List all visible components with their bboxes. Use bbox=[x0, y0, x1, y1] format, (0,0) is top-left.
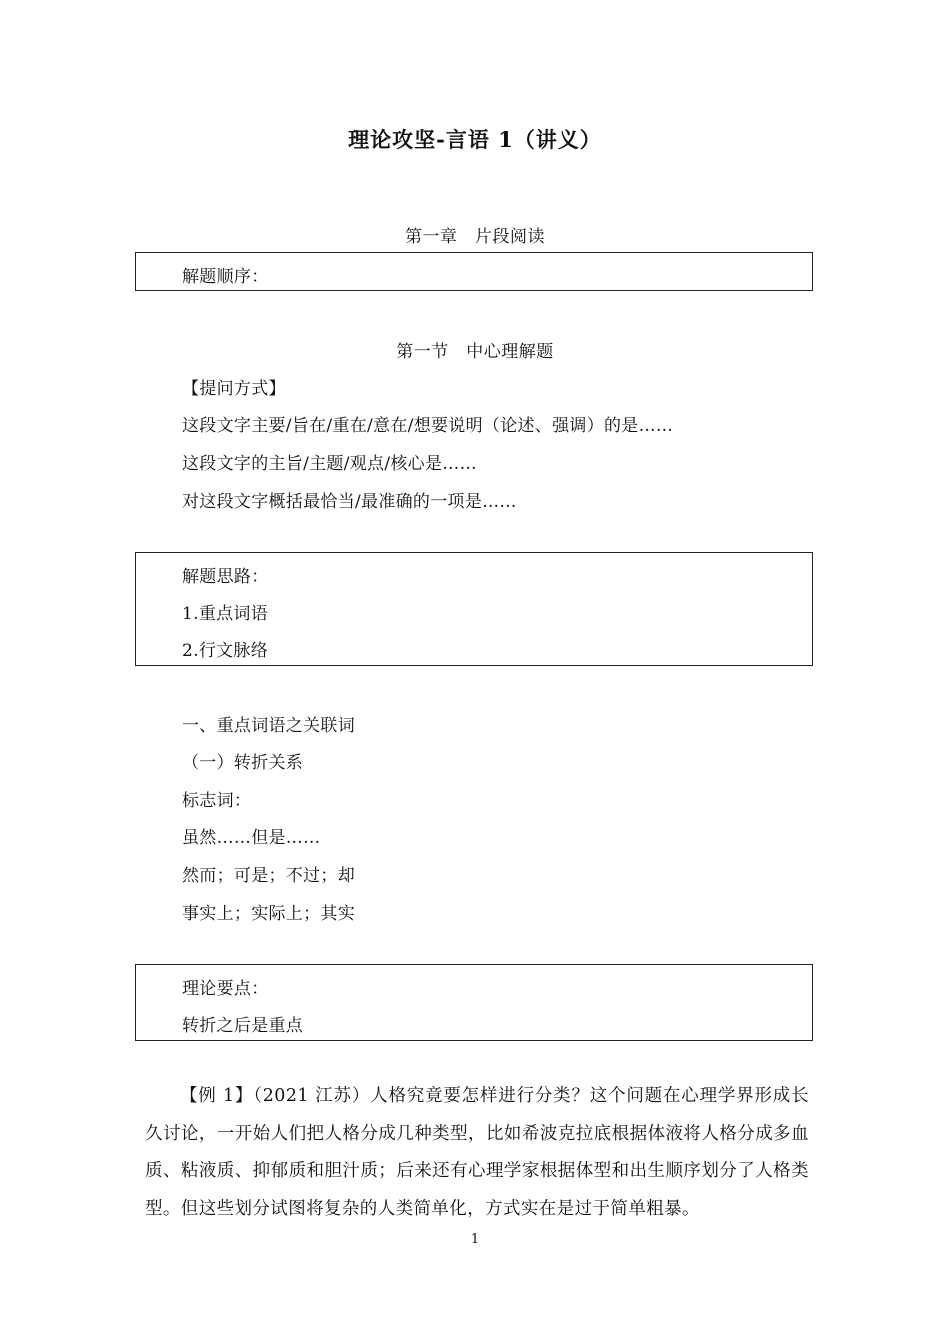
question-form-line: 对这段文字概括最恰当/最准确的一项是…… bbox=[182, 492, 517, 512]
document-title: 理论攻坚-言语 1（讲义） bbox=[348, 127, 602, 152]
marker-words-line: 事实上；实际上；其实 bbox=[182, 904, 355, 924]
theory-box bbox=[135, 964, 813, 1041]
approach-label: 解题思路： bbox=[182, 567, 269, 587]
approach-item: 2.行文脉络 bbox=[182, 641, 269, 661]
approach-item: 1.重点词语 bbox=[182, 604, 269, 624]
marker-words-label: 标志词： bbox=[182, 791, 252, 811]
question-form-heading: 【提问方式】 bbox=[182, 379, 286, 399]
approach-box bbox=[135, 552, 813, 666]
theory-point: 转折之后是重点 bbox=[182, 1016, 304, 1036]
solving-order-box bbox=[135, 252, 813, 291]
question-form-line: 这段文字主要/旨在/重在/意在/想要说明（论述、强调）的是…… bbox=[182, 416, 674, 436]
theory-label: 理论要点： bbox=[182, 979, 269, 999]
keywords-subheading: （一）转折关系 bbox=[182, 753, 304, 773]
section-heading: 第一节 中心理解题 bbox=[396, 342, 554, 362]
solving-order-label: 解题顺序： bbox=[182, 267, 269, 287]
chapter-heading: 第一章 片段阅读 bbox=[405, 227, 545, 247]
marker-words-line: 然而；可是；不过；却 bbox=[182, 866, 355, 886]
page-number: 1 bbox=[470, 1232, 480, 1247]
question-form-line: 这段文字的主旨/主题/观点/核心是…… bbox=[182, 454, 477, 474]
keywords-heading: 一、重点词语之关联词 bbox=[182, 716, 355, 736]
example-paragraph: 【例 1】（2021 江苏）人格究竟要怎样进行分类？这个问题在心理学界形成长久讨论，一开始人们把人格分成几种类型，比如希波克拉底根据体液将人格分成多血质、粘液质、抑郁质和胆汁质；后来还有心理学家根据体型和出生顺序划分了人格类型。但这些划分试图将复杂的人类简单化，方式实在是过于简单粗暴。 bbox=[145, 1086, 809, 1219]
marker-words-line: 虽然……但是…… bbox=[182, 828, 321, 848]
